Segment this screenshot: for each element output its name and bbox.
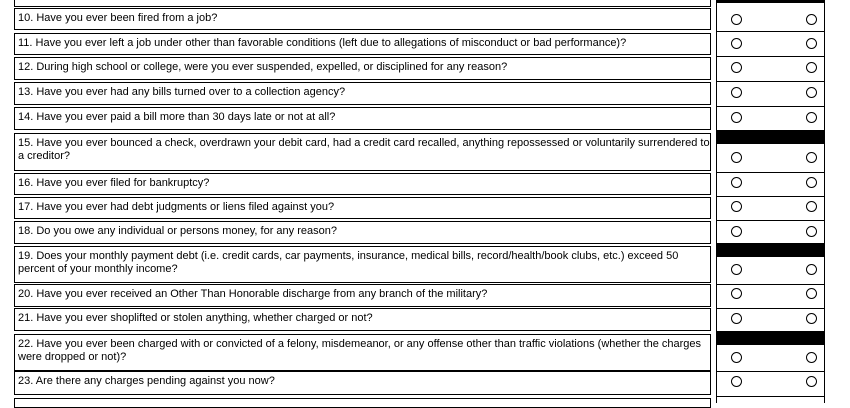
yes-radio[interactable]: [731, 264, 742, 275]
question-23: [14, 371, 711, 395]
question-text: 23. Are there any charges pending against you now?: [18, 375, 275, 387]
yes-radio[interactable]: [731, 14, 742, 25]
question-21: [14, 308, 711, 331]
row-divider: [716, 371, 825, 372]
no-radio[interactable]: [806, 38, 817, 49]
yes-radio[interactable]: [731, 112, 742, 123]
question-text: 19. Does your monthly payment debt (i.e. credit cards, car payments, insurance, medical bills, record/health/book clubs, etc.) exceed 50 percent of your monthly income?: [18, 250, 679, 275]
no-radio[interactable]: [806, 112, 817, 123]
yes-radio[interactable]: [731, 313, 742, 324]
question-text: 16. Have you ever filed for bankruptcy?: [18, 177, 210, 189]
no-radio[interactable]: [806, 376, 817, 387]
no-radio[interactable]: [806, 226, 817, 237]
question-text: 10. Have you ever been fired from a job?: [18, 12, 218, 24]
question-19: [14, 246, 711, 283]
row-divider: [716, 220, 825, 221]
no-radio[interactable]: [806, 313, 817, 324]
question-12: [14, 57, 711, 80]
question-11: [14, 33, 711, 55]
question-10: [14, 8, 711, 30]
question-text: 22. Have you ever been charged with or convicted of a felony, misdemeanor, or any offense other than traffic violations (whether the charges were dropped or not)?: [18, 338, 702, 363]
black-band: [716, 130, 825, 144]
question-text: 11. Have you ever left a job under other than favorable conditions (left due to allegations of misconduct or bad performance)?: [18, 37, 627, 49]
row-divider: [716, 196, 825, 197]
yes-radio[interactable]: [731, 87, 742, 98]
row-divider: [716, 31, 825, 32]
yes-radio[interactable]: [731, 376, 742, 387]
row-divider: [716, 284, 825, 285]
question-16: [14, 173, 711, 195]
row-divider: [716, 106, 825, 107]
yes-radio[interactable]: [731, 62, 742, 73]
question-box-bottom: [14, 398, 711, 408]
question-text: 21. Have you ever shoplifted or stolen anything, whether charged or not?: [18, 312, 373, 324]
no-radio[interactable]: [806, 352, 817, 363]
black-band: [716, 331, 825, 345]
question-text: 17. Have you ever had debt judgments or liens filed against you?: [18, 201, 335, 213]
yes-radio[interactable]: [731, 177, 742, 188]
yes-radio[interactable]: [731, 152, 742, 163]
yes-radio[interactable]: [731, 352, 742, 363]
yes-radio[interactable]: [731, 226, 742, 237]
no-radio[interactable]: [806, 264, 817, 275]
yes-radio[interactable]: [731, 288, 742, 299]
question-text: 18. Do you owe any individual or persons money, for any reason?: [18, 225, 337, 237]
yes-radio[interactable]: [731, 38, 742, 49]
question-22: [14, 334, 711, 371]
no-radio[interactable]: [806, 177, 817, 188]
question-15: [14, 133, 711, 171]
no-radio[interactable]: [806, 14, 817, 25]
row-divider: [716, 308, 825, 309]
no-radio[interactable]: [806, 288, 817, 299]
yes-radio[interactable]: [731, 201, 742, 212]
row-divider: [716, 396, 825, 397]
question-text: 12. During high school or college, were you ever suspended, expelled, or disciplined for any reason?: [18, 61, 508, 73]
question-text: 14. Have you ever paid a bill more than 30 days late or not at all?: [18, 111, 336, 123]
black-band: [716, 0, 825, 3]
question-20: [14, 284, 711, 307]
black-band: [716, 243, 825, 257]
question-17: [14, 197, 711, 219]
row-divider: [716, 81, 825, 82]
question-text: 20. Have you ever received an Other Than Honorable discharge from any branch of the military?: [18, 288, 488, 300]
question-text: 13. Have you ever had any bills turned over to a collection agency?: [18, 86, 346, 98]
no-radio[interactable]: [806, 87, 817, 98]
question-14: [14, 107, 711, 130]
question-13: [14, 82, 711, 105]
question-18: [14, 221, 711, 244]
row-divider: [716, 172, 825, 173]
question-box-top: [14, 0, 711, 7]
no-radio[interactable]: [806, 152, 817, 163]
no-radio[interactable]: [806, 201, 817, 212]
question-text: 15. Have you ever bounced a check, overdrawn your debit card, had a credit card recalled, anything repossessed or voluntarily surrendered to a creditor?: [18, 137, 710, 162]
no-radio[interactable]: [806, 62, 817, 73]
row-divider: [716, 56, 825, 57]
